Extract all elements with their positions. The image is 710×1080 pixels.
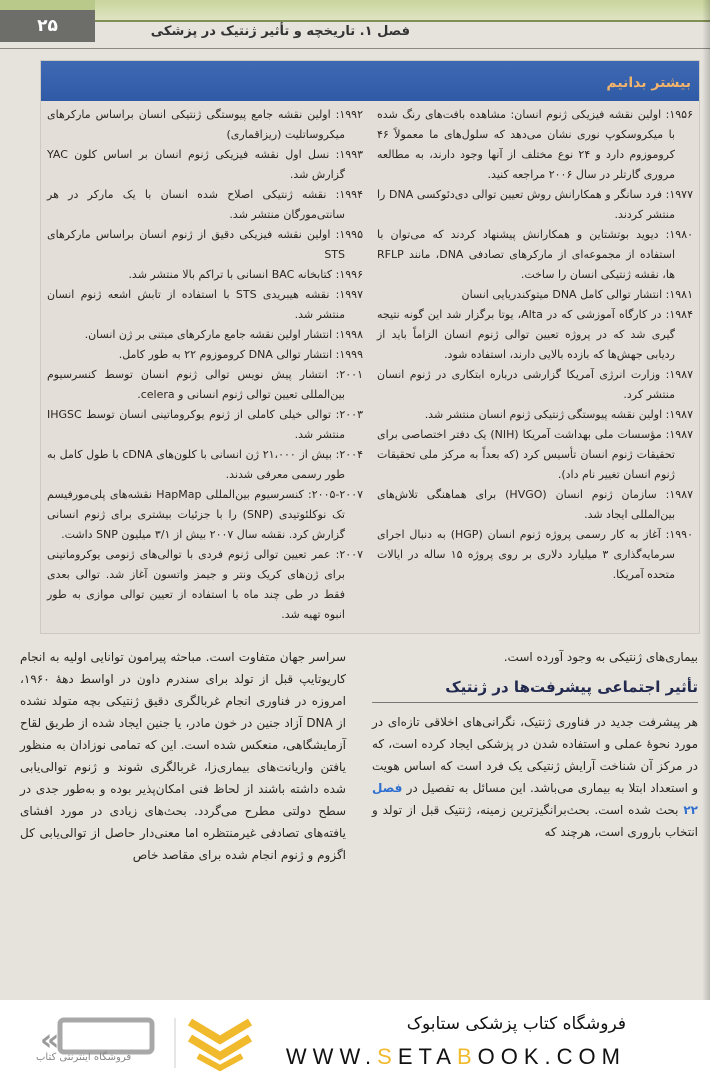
entry-year: ۱۹۹۲:: [335, 108, 363, 121]
timeline-entry: [47, 325, 363, 345]
chapter-title: فصل ۱. تاریخچه و تأثیر ژنتیک در پزشکی: [150, 24, 410, 39]
entry-year: ۱۹۹۴:: [335, 188, 363, 201]
entry-year: ۲۰۰۱:: [335, 368, 363, 381]
header-rule-top: [95, 20, 710, 22]
entry-text: اولین نقشه فیزیکی دقیق از ژنوم انسان براساس مارکرهای STS: [47, 228, 345, 261]
entry-year: ۱۹۸۴:: [665, 308, 693, 321]
entry-year: ۱۹۸۰:: [665, 228, 694, 241]
entry-text: آغاز به کار رسمی پروژه ژنوم انسان (HGP) به دنبال اجرای سرمایه‌گذاری ۳ میلیارد دلاری بر روی پروژه ۱۵ ساله در ایالات متحده آمریکا.: [377, 528, 675, 581]
timeline-entry: [47, 285, 363, 325]
body-right-intro: بیماری‌های ژنتیکی به وجود آورده است.: [503, 650, 698, 664]
entry-year: ۱۹۹۷:: [335, 288, 363, 301]
entry-text: انتشار پیش نویس توالی ژنوم انسان توسط کنسرسیوم بین‌المللی تعیین توالی ژنوم انسانی و celera.: [47, 368, 345, 401]
entry-year: ۱۹۹۸:: [335, 328, 363, 341]
entry-text: انتشار توالی کامل DNA میتوکندریایی انسان: [461, 288, 663, 301]
timeline-entry: [377, 365, 693, 405]
entry-text: نقشه هیبریدی STS با استفاده از تابش اشعه ژنوم انسان منتشر شد.: [47, 288, 345, 321]
entry-text: وزارت انرژی آمریکا گزارشی درباره ابتکاری در ژنوم انسان منتشر کرد.: [377, 368, 675, 401]
entry-text: کتابخانه BAC انسانی با تراکم بالا منتشر شد.: [128, 268, 333, 281]
timeline-entry: [47, 445, 363, 485]
url-text: ETA: [397, 1044, 457, 1069]
body-right-column: [372, 646, 698, 866]
header-band-light: [95, 0, 710, 20]
timeline-entry: [47, 105, 363, 145]
footer-banner: [0, 1000, 710, 1080]
entry-year: ۲۰۰۳:: [335, 408, 363, 421]
entry-text: اولین نقشه فیزیکی ژنوم انسان: مشاهده بافت‌های رنگ شده با میکروسکوپ نوری نشان می‌دهد که سلول‌های ما معمولاً ۴۶ کروموزوم دارد و ۲۴ نوع مختلف از آنها وجود دارند، به مطالعه مروری گارتلر در سال ۲۰۰۶ مراجعه کنید.: [377, 108, 675, 181]
entry-year: ۱۹۷۷:: [665, 188, 693, 201]
store-url[interactable]: [286, 1044, 626, 1070]
body-left-paragraph: سراسر جهان متفاوت است. مباحثه پیرامون توانایی اولیه به انجام کاریوتایپ قبل از تولد برای سندرم داون در اواسط دهۀ ۱۹۶۰، امروزه در فناوری انجام غربالگری دقیق ژنتیکی بچه متولد نشده از DNA آزاد جنین در خون مادر، یا جنین ایجاد شده از طریق لقاح آزمایشگاهی، منعکس شده است. این که تمامی نوزادان به منظور یافتن واریانت‌های بیماری‌زا، غربالگری شوند و ژنوم توالی‌یابی شده داشته باشند از لحاظ فنی امکان‌پذیر بوده و به‌طور جدی در سطح دولتی مطرح می‌گردد. بحث‌های زیادی در مورد افشای یافته‌های تصادفی غیرمنتظره اما معنی‌دار حاصل از توالی‌یابی کل اگزوم و ژنوم انجام شده برای مقاصد خاص: [20, 650, 346, 862]
entry-text: عمر تعیین توالی ژنوم فردی با توالی‌های ژنومی یوکروماتینی برای ژن‌های کریک ونتر و جیمز واتسون آغاز شد. توالی بعدی فقط در طی چند ماه با استفاده از تعیین توالی موازی به طور انبوه تهیه شد.: [47, 548, 345, 621]
timeline-entry: [47, 405, 363, 445]
logo-subtitle: فروشگاه اینترنتی کتاب: [36, 1052, 132, 1063]
timeline-entry: [377, 525, 693, 585]
timeline-entry: [47, 545, 363, 625]
entry-year: ۱۹۸۱:: [665, 288, 693, 301]
entry-text: فرد سانگر و همکارانش روش تعیین توالی دی‌دئوکسی DNA را منتشر کردند.: [377, 188, 675, 221]
entry-text: نسل اول نقشه فیزیکی ژنوم انسان بر اساس کلون YAC گزارش شد.: [47, 148, 345, 181]
entry-text: انتشار اولین نقشه جامع مارکرهای مبتنی بر ژن انسان.: [84, 328, 333, 341]
header-rule-bottom: [0, 48, 710, 49]
timeline-entry: [47, 345, 363, 365]
svg-text:«: «: [40, 1023, 60, 1058]
url-text: B: [456, 1044, 478, 1069]
entry-text: اولین نقشه جامع پیوستگی ژنتیکی انسان براساس مارکرهای میکروساتلیت (ریزاقماری): [47, 108, 345, 141]
entry-text: مؤسسات ملی بهداشت آمریکا (NIH) یک دفتر اختصاصی برای تحقیقات ژنوم انسان تأسیس کرد (که بعداً به مرکز ملی تحقیقات ژنوم انسان تغییر نام داد).: [377, 428, 675, 481]
section-heading: تأثیر اجتماعی پیشرفت‌ها در ژنتیک: [372, 676, 698, 703]
entry-year: ۱۹۸۷:: [665, 488, 694, 501]
timeline-entry: [377, 405, 693, 425]
body-columns: [20, 646, 698, 866]
entry-year: ۱۹۹۶:: [335, 268, 363, 281]
timeline-entry: [377, 305, 693, 365]
box-header: [41, 61, 699, 101]
paragraph-text: بحث شده است. بحث‌برانگیزترین زمینه، ژنتیک قبل از تولد و انتخاب باروری است، هرچند که: [372, 803, 698, 839]
entry-year: ۱۹۹۹:: [335, 348, 363, 361]
url-text: WWW.: [285, 1044, 378, 1069]
entry-text: دیوید بوتشتاین و همکارانش پیشنهاد کردند که می‌توان با استفاده از مجموعه‌ای از مارکرهای تصادفی DNA، مانند RFLP ها، نقشه ژنتیکی انسان را ساخت.: [377, 228, 675, 281]
entry-year: ۱۹۸۷:: [665, 428, 694, 441]
box-columns: [41, 101, 699, 633]
timeline-left-column: [47, 105, 363, 625]
timeline-entry: [47, 365, 363, 405]
store-name: فروشگاه کتاب پزشکی ستابوک: [406, 1014, 626, 1034]
timeline-entry: [377, 185, 693, 225]
more-to-know-box: [40, 60, 700, 634]
entry-year: ۱۹۹۵:: [335, 228, 363, 241]
timeline-entry: [47, 145, 363, 185]
page-number: ۲۵: [0, 10, 95, 42]
url-text: OOK.COM: [477, 1044, 626, 1069]
entry-text: انتشار توالی DNA کروموزوم ۲۲ به طور کامل.: [118, 348, 333, 361]
paragraph-text: هر پیشرفت جدید در فناوری ژنتیک، نگرانی‌های اخلاقی تازه‌ای در مورد نحوۀ عملی و استفاده شدن در پزشکی ایجاد کرده است، که در مرکز آن شناخت آرایش ژنتیکی یک فرد است که اساس هویت و استعداد ابتلا به بیماری می‌باشد. این مسائل به تفصیل در: [372, 715, 698, 795]
entry-text: بیش از ۲۱،۰۰۰ ژن انسانی با کلون‌های cDNA با طول کامل به طور رسمی معرفی شدند.: [47, 448, 345, 481]
timeline-entry: [47, 265, 363, 285]
entry-text: سازمان ژنوم انسان (HVGO) برای هماهنگی تلاش‌های بین‌المللی ایجاد شد.: [377, 488, 675, 521]
entry-year: ۲۰۰۷:: [335, 548, 363, 561]
timeline-entry: [47, 225, 363, 265]
main-content: [0, 60, 710, 866]
timeline-entry: [377, 425, 693, 485]
entry-text: اولین نقشه پیوستگی ژنتیکی ژنوم انسان منتشر شد.: [424, 408, 663, 421]
entry-text: نقشه ژنتیکی اصلاح شده انسان با یک مارکر در هر سانتی‌مورگان منتشر شد.: [47, 188, 345, 221]
entry-year: ۱۹۹۳:: [335, 148, 364, 161]
timeline-right-column: [377, 105, 693, 625]
timeline-entry: [377, 225, 693, 285]
timeline-entry: [377, 105, 693, 185]
entry-year: ۱۹۸۷:: [665, 368, 694, 381]
box-title: بیشتر بدانیم: [606, 75, 691, 91]
timeline-entry: [47, 485, 363, 545]
entry-text: توالی خیلی کاملی از ژنوم یوکروماتینی انسان توسط IHGSC منتشر شد.: [47, 408, 345, 441]
entry-year: ۱۹۹۰:: [665, 528, 693, 541]
timeline-entry: [377, 285, 693, 305]
body-right-paragraph: [372, 711, 698, 843]
entry-year: ۲۰۰۴:: [335, 448, 363, 461]
url-text: S: [377, 1044, 398, 1069]
chapter-22-link[interactable]: فصل ۲۲: [372, 781, 698, 817]
setabook-logo: [30, 1012, 270, 1072]
entry-year: ۱۹۵۶:: [665, 108, 693, 121]
entry-year: ۱۹۸۷:: [665, 408, 693, 421]
timeline-entry: [47, 185, 363, 225]
timeline-entry: [377, 485, 693, 525]
entry-year: ۲۰۰۵-۲۰۰۷:: [308, 488, 364, 501]
entry-text: کنسرسیوم بین‌المللی HapMap نقشه‌های پلی‌مورفیسم تک نوکلئوتیدی (SNP) را با جزئیات بیشتری برای ژنوم انسانی گزارش کرد. نقشه سال ۲۰۰۷ بیش از ۳/۱ میلیون SNP داشت.: [47, 488, 345, 541]
entry-text: در کارگاه آموزشی که در Alta، یوتا برگزار شد این گونه نتیجه گیری شد که در پروژه تعیین توالی ژنوم انسان الزاماً باید از ردیابی جهش‌ها که بازده بالایی دارند، استفاده شود.: [377, 308, 675, 361]
